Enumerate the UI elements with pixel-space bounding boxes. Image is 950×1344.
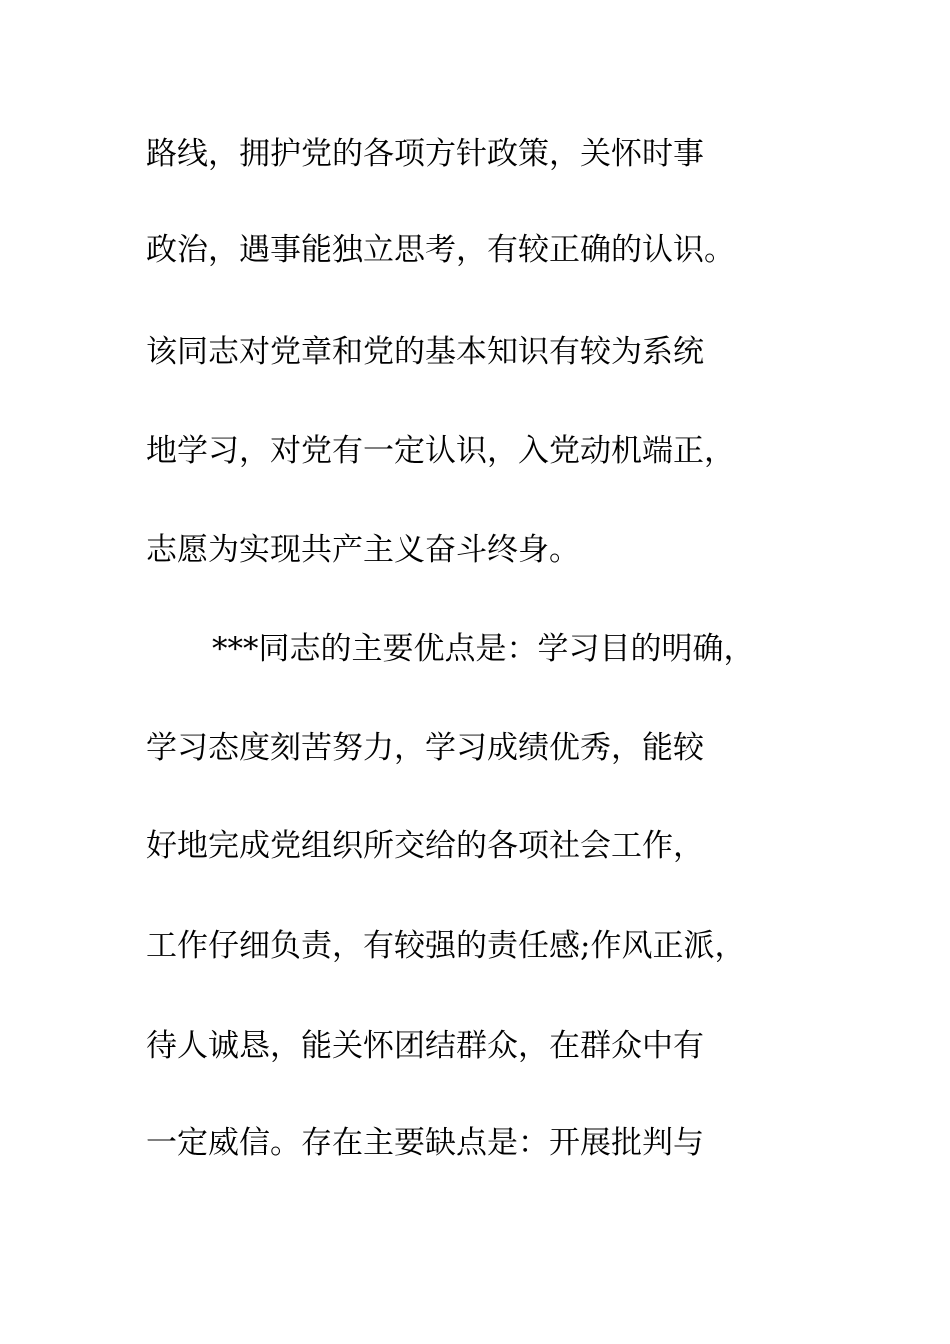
- text-line-5: 志愿为实现共产主义奋斗终身。: [146, 532, 580, 568]
- text-line-6-paragraph-start: ***同志的主要优点是：学习目的明确，: [212, 631, 755, 667]
- text-line-8: 好地完成党组织所交给的各项社会工作，: [146, 828, 704, 864]
- text-line-9: 工作仔细负责，有较强的责任感;作风正派，: [146, 928, 746, 964]
- text-line-10: 待人诚恳，能关怀团结群众，在群众中有: [146, 1028, 704, 1064]
- text-line-2: 政治，遇事能独立思考，有较正确的认识。: [146, 232, 735, 268]
- text-line-11: 一定威信。存在主要缺点是：开展批判与: [146, 1125, 704, 1161]
- text-line-1: 路线，拥护党的各项方针政策，关怀时事: [146, 136, 704, 172]
- text-line-7: 学习态度刻苦努力，学习成绩优秀，能较: [146, 730, 704, 766]
- text-line-4: 地学习，对党有一定认识，入党动机端正，: [146, 433, 735, 469]
- text-line-3: 该同志对党章和党的基本知识有较为系统: [146, 334, 704, 370]
